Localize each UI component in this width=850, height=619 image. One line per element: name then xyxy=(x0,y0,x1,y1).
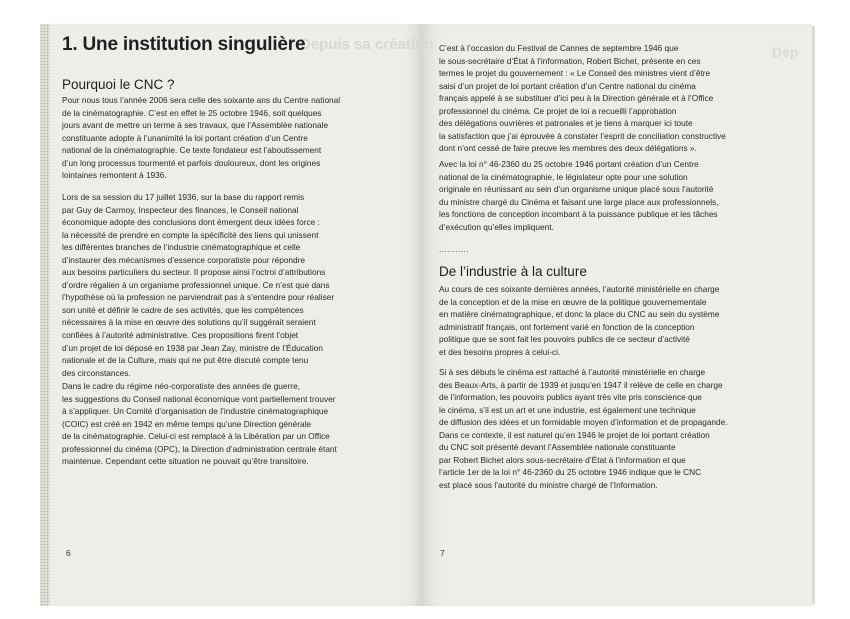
chapter-title: 1. Une institution singulière xyxy=(62,34,306,55)
page-number-right: 7 xyxy=(440,548,445,558)
text-line: et des besoins propres à celui-ci. xyxy=(439,346,561,357)
text-line: aux besoins particuliers du secteur. Il propose ainsi l’octroi d’attributions xyxy=(62,267,326,278)
text-line: (COIC) est créé en 1942 en même temps qu’une Direction générale xyxy=(62,418,312,429)
text-line: Dans ce contexte, il est naturel qu’en 1946 le projet de loi portant création xyxy=(439,429,710,440)
text-line: national de la cinématographie. Ce texte fondateur est l’aboutissement xyxy=(62,145,322,156)
text-line: de la conception et de la mise en œuvre de la politique gouvernementale xyxy=(439,296,707,307)
text-line: d’un long processus tourmenté et parfois douloureux, dont les origines xyxy=(62,157,321,168)
text-line: nationale et de la Culture, mais qui ne put être discuté compte tenu xyxy=(62,355,309,366)
text-line: nécessaires à la mise en œuvre des solutions qu’il suggérait seraient xyxy=(62,317,316,328)
text-line: du CNC soit présenté devant l’Assemblée nationale constituante xyxy=(439,442,676,453)
text-line: d’un projet de loi déposé en 1938 par Jean Zay, ministre de l’Éducation xyxy=(62,342,323,353)
text-line: d’exécution qu’elles impliquent. xyxy=(439,221,554,232)
text-line: le cinéma, s’il est un art et une industrie, est également une technique xyxy=(439,404,696,415)
text-line: l’hypothèse où la profession ne parviendrait pas à s’entendre pour réaliser xyxy=(62,292,335,303)
section-title-left: Pourquoi le CNC ? xyxy=(62,77,175,92)
text-line: français appelé à se substituer d’ici peu à la Direction générale et à l’Office xyxy=(439,93,714,104)
text-line: par Guy de Carmoy, Inspecteur des finances, le Conseil national xyxy=(62,204,299,215)
page-number-left: 6 xyxy=(66,548,71,558)
text-line: C’est à l’occasion du Festival de Cannes de septembre 1946 que xyxy=(439,43,679,53)
text-line: professionnel du cinéma. Ce projet de loi a recueilli l’approbation xyxy=(439,105,677,116)
text-line: maintenue. Cependant cette situation ne pouvait qu’être transitoire. xyxy=(62,456,309,467)
text-line: Dans le cadre du régime néo-corporatiste des années de guerre, xyxy=(62,381,300,391)
text-line: la nécessité de prendre en compte la spécificité des liens qui unissent xyxy=(62,229,319,240)
text-line: d’ordre régalien à un organisme professionnel unique. Ce n’est que dans xyxy=(62,279,330,290)
paragraph-right-4 xyxy=(439,366,804,491)
text-line: du ministre chargé du Cinéma et faisant une large place aux professionnels, xyxy=(439,196,719,207)
text-line: est placé sous l’autorité du ministre chargé de l’Information. xyxy=(439,479,658,490)
text-line: en matière cinématographique, et donc la place du CNC au sein du système xyxy=(439,309,720,320)
text-line: Avec la loi n° 46-2360 du 25 octobre 1946 portant création d’un Centre xyxy=(439,159,699,169)
text-line: économique adopte des conclusions dont émergent deux idées force : xyxy=(62,217,320,228)
text-line: Si à ses débuts le cinéma est rattaché à l’autorité ministérielle en charge xyxy=(439,367,706,377)
text-line: termes le projet du gouvernement : « Le Conseil des ministres vient d’être xyxy=(439,68,711,79)
right-page-edge xyxy=(812,26,815,604)
text-line: Lors de sa session du 17 juillet 1936, sur la base du rapport remis xyxy=(62,192,305,202)
text-line: de diffusion des idées et un formidable moyen d’information et de propagande. xyxy=(439,417,728,428)
text-line: Pour nous tous l’année 2006 sera celle des soixante ans du Centre national xyxy=(62,95,341,105)
text-line: les suggestions du Conseil national économique vont partiellement trouver xyxy=(62,393,336,404)
section-title-right: De l’industrie à la culture xyxy=(439,264,587,279)
text-line: constituante adopte à l’unanimité la loi portant création d’un Centre xyxy=(62,132,308,143)
text-line: jours avant de mettre un terme à ses travaux, que l’Assemblée nationale xyxy=(62,120,329,131)
text-line: administratif français, ont fortement varié en fonction de la conception xyxy=(439,321,695,332)
paragraph-right-1 xyxy=(439,42,804,155)
text-line: Au cours de ces soixante dernières années, l’autorité ministérielle en charge xyxy=(439,284,720,294)
text-line: à s’appliquer. Un Comité d’organisation de l’industrie cinématographique xyxy=(62,406,329,417)
page-edge-texture xyxy=(40,24,50,606)
text-line: des Beaux-Arts, à partir de 1939 et jusqu’en 1947 il relève de celle en charge xyxy=(439,379,723,390)
paragraph-right-2 xyxy=(439,158,804,233)
text-line: son unité et définir le cadre de ses activités, que les compétences xyxy=(62,304,304,315)
text-line: originale en réunissant au sein d’un organisme unique placé sous l’autorité xyxy=(439,184,714,195)
text-line: le sous-secrétaire d’État à l’information, Robert Bichet, présente en ces xyxy=(439,55,701,66)
paragraph-left-3 xyxy=(62,380,402,468)
text-line: la satisfaction que j’ai éprouvée à constater l’esprit de conciliation constructive xyxy=(439,130,726,141)
text-line: de la cinématographie. Celui-ci est remplacé à la Libération par un Office xyxy=(62,431,330,442)
text-line: confiées à l’autorité administrative. Ces propositions firent l’objet xyxy=(62,330,299,341)
section-separator: ........... xyxy=(439,245,469,254)
text-line: des délégations ouvrières et patronales et je tiens à marquer ici toute xyxy=(439,118,693,129)
text-line: les fonctions de conception incombant à la puissance publique et les tâches xyxy=(439,209,718,220)
text-line: les différentes branches de l’industrie cinématographique et celle xyxy=(62,242,301,253)
text-line: dont n’ont cessé de faire preuve les membres des deux délégations ». xyxy=(439,143,697,154)
text-line: politique que se sont fait les pouvoirs publics de ce secteur d’activité xyxy=(439,334,690,345)
paragraph-left-2 xyxy=(62,191,402,379)
text-line: professionnel du cinéma (OPC), la Direction d’administration centrale étant xyxy=(62,443,337,454)
text-line: de l’information, les pouvoirs publics ayant très vite pris conscience que xyxy=(439,392,702,403)
paragraph-right-3 xyxy=(439,283,804,358)
text-line: de la cinématographie. C’est en effet le 25 octobre 1946, soit quelques xyxy=(62,107,322,118)
text-line: des circonstances. xyxy=(62,367,131,378)
text-line: l’article 1er de la loi n° 46-2360 du 25 octobre 1946 indique que le CNC xyxy=(439,467,702,478)
text-line: par Robert Bichet alors sous-secrétaire d’État à l’information et que xyxy=(439,454,686,465)
text-line: d’instaurer des mécanismes d’essence corporatiste pour répondre xyxy=(62,254,306,265)
text-line: lointaines remontent à 1936. xyxy=(62,170,167,181)
show-through-heading-right: Dép xyxy=(772,44,799,60)
text-line: national de la cinématographie, le législateur opte pour une solution xyxy=(439,171,688,182)
paragraph-left-1 xyxy=(62,94,402,182)
show-through-heading: Depuis sa création xyxy=(300,36,434,53)
text-line: saisi d’un projet de loi portant création d’un Centre national du cinéma xyxy=(439,80,696,91)
